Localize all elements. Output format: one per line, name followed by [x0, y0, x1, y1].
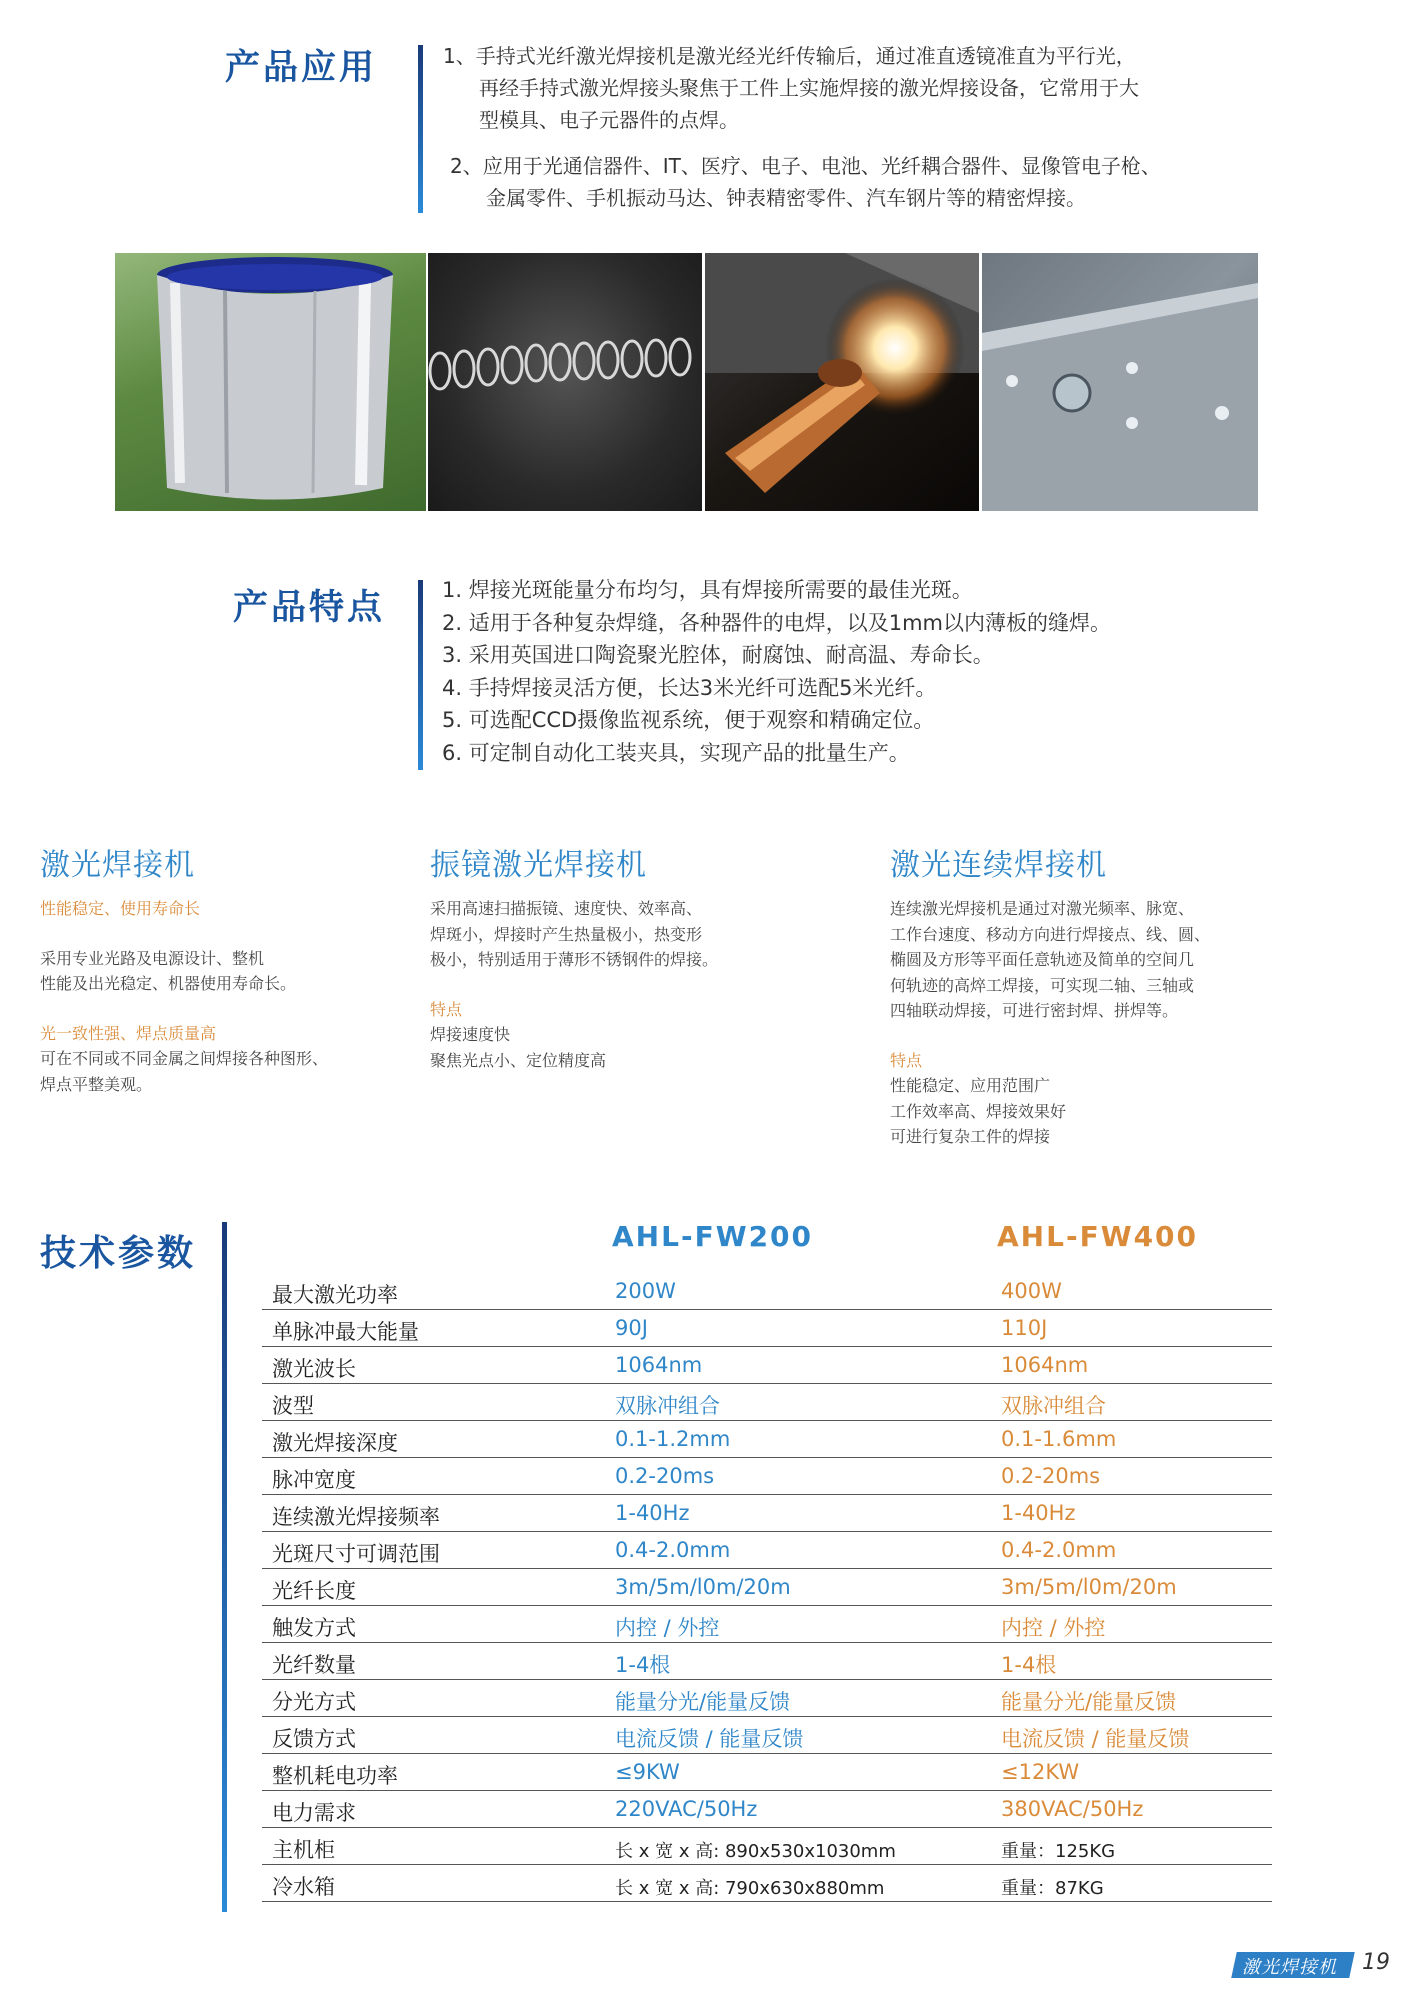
photo-weld-seam: [428, 253, 702, 511]
spec-value-a: 电流反馈 / 能量反馈: [615, 1727, 804, 1751]
spec-value-a: 0.4-2.0mm: [615, 1538, 731, 1562]
spec-label: 脉冲宽度: [272, 1468, 356, 1492]
photo-welded-drum: [115, 253, 426, 511]
spec-row: [262, 1346, 1272, 1384]
spec-label: 连续激光焊接频率: [272, 1505, 440, 1529]
spec-value-b: 1-4根: [1001, 1653, 1057, 1677]
photo-spot-welds: [982, 253, 1258, 511]
application-item-2-line-2: 金属零件、手机振动马达、钟表精密零件、汽车钢片等的精密焊接。: [486, 186, 1086, 210]
spec-label: 激光焊接深度: [272, 1431, 398, 1455]
spec-label: 分光方式: [272, 1690, 356, 1714]
product-column-laser-welder: [40, 840, 420, 1097]
model-a-header: AHL-FW200: [612, 1220, 814, 1253]
footer-label: 激光焊接机: [1242, 1957, 1337, 1978]
galvo-welder-features-label: 特点: [430, 999, 463, 1019]
features-title: 产品特点: [233, 588, 386, 628]
spec-row: [262, 1309, 1272, 1347]
spec-label: 电力需求: [272, 1801, 356, 1825]
application-item-1-line-3: 型模具、电子元器件的点焊。: [479, 108, 739, 132]
product-column-galvo-welder: [430, 840, 830, 1073]
spec-value-b: 1-40Hz: [1001, 1501, 1076, 1525]
galvo-welder-desc-line-3: 极小，特别适用于薄形不锈钢件的焊接。: [430, 950, 719, 969]
continuous-welder-title: 激光连续焊接机: [890, 848, 1107, 883]
continuous-welder-feature-2: 工作效率高、焊接效果好: [890, 1101, 1067, 1121]
specs-title: 技术参数: [40, 1233, 197, 1274]
spec-row: [262, 1716, 1272, 1754]
spec-label: 主机柜: [272, 1838, 335, 1862]
feature-item-3: 3. 采用英国进口陶瓷聚光腔体，耐腐蚀、耐高温、寿命长。: [442, 643, 994, 667]
product-column-continuous-welder: [890, 840, 1310, 1150]
continuous-welder-features-label: 特点: [890, 1050, 923, 1070]
galvo-welder-title: 振镜激光焊接机: [430, 848, 647, 883]
spec-value-b: 1064nm: [1001, 1353, 1089, 1377]
spec-label: 波型: [272, 1394, 314, 1418]
spec-value-b: 重量：87KG: [1001, 1878, 1104, 1899]
continuous-welder-feature-3: 可进行复杂工件的焊接: [890, 1127, 1051, 1146]
spec-value-b: 0.1-1.6mm: [1001, 1427, 1117, 1451]
galvo-welder-feature-2: 聚焦光点小、定位精度高: [430, 1050, 607, 1070]
features-divider: [418, 580, 423, 770]
feature-item-2: 2. 适用于各种复杂焊缝，各种器件的电焊，以及1mm以内薄板的缝焊。: [442, 610, 1111, 635]
spec-row: [262, 1642, 1272, 1680]
spec-label: 光纤数量: [272, 1653, 356, 1677]
galvo-welder-feature-1: 焊接速度快: [430, 1025, 511, 1044]
spec-value-a: 1-4根: [615, 1653, 671, 1677]
spec-value-a: 内控 / 外控: [615, 1616, 720, 1640]
page-number: 19: [1362, 1950, 1390, 1975]
application-item-1-line-1: 1、手持式光纤激光焊接机是激光经光纤传输后，通过准直透镜准直为平行光，: [443, 44, 1136, 68]
continuous-welder-feature-1: 性能稳定、应用范围广: [890, 1076, 1051, 1095]
continuous-welder-desc-line-1: 连续激光焊接机是通过对激光频率、脉宽、: [890, 899, 1195, 918]
continuous-welder-desc: [890, 896, 1310, 1024]
spec-value-a: 220VAC/50Hz: [615, 1797, 758, 1821]
spec-value-a: 200W: [615, 1279, 676, 1303]
continuous-welder-desc-line-3: 椭圆及方形等平面任意轨迹及简单的空间几: [890, 950, 1195, 969]
spec-value-a: 1064nm: [615, 1353, 703, 1377]
continuous-welder-features: [890, 1073, 1310, 1150]
spec-value-b: 能量分光/能量反馈: [1001, 1690, 1177, 1714]
spec-label: 冷水箱: [272, 1875, 335, 1899]
spec-label: 单脉冲最大能量: [272, 1320, 419, 1344]
laser-welder-subtitle-1: 性能稳定、使用寿命长: [40, 899, 201, 918]
application-item-2-line-1: 2、应用于光通信器件、IT、医疗、电子、电池、光纤耦合器件、显像管电子枪、: [450, 154, 1161, 178]
feature-item-6: 6. 可定制自动化工装夹具，实现产品的批量生产。: [442, 740, 910, 765]
laser-welder-subtitle-2: 光一致性强、焊点质量高: [40, 1023, 217, 1043]
spec-row: [262, 1827, 1272, 1865]
laser-welder-desc-2-line-1: 可在不同或不同金属之间焊接各种图形、: [40, 1049, 329, 1068]
spec-row: [262, 1383, 1272, 1421]
spec-value-a: ≤9KW: [615, 1760, 680, 1784]
spec-value-b: 内控 / 外控: [1001, 1616, 1106, 1640]
photo-laser-welding: [705, 253, 979, 511]
spec-row: [262, 1568, 1272, 1606]
continuous-welder-desc-line-2: 工作台速度、移动方向进行焊接点、线、圆、: [890, 924, 1211, 944]
spec-value-b: 重量：125KG: [1001, 1841, 1116, 1862]
spec-row: [262, 1679, 1272, 1717]
spec-value-b: 110J: [1001, 1316, 1048, 1340]
galvo-welder-desc-line-1: 采用高速扫描振镜、速度快、效率高、: [430, 899, 703, 918]
spec-value-b: 0.2-20ms: [1001, 1464, 1101, 1488]
spec-label: 最大激光功率: [272, 1283, 398, 1307]
spec-label: 反馈方式: [272, 1727, 356, 1751]
spec-row: [262, 1605, 1272, 1643]
spec-value-a: 长 x 宽 x 高: 890x530x1030mm: [615, 1841, 896, 1862]
spec-row: [262, 1753, 1272, 1791]
continuous-welder-desc-line-4: 何轨迹的高焠工焊接，可实现二轴、三轴或: [890, 975, 1195, 995]
galvo-welder-features: [430, 1022, 830, 1073]
laser-welder-desc-2-line-2: 焊点平整美观。: [40, 1074, 153, 1094]
spec-label: 光斑尺寸可调范围: [272, 1542, 440, 1566]
spec-value-b: 380VAC/50Hz: [1001, 1797, 1144, 1821]
spec-value-b: 电流反馈 / 能量反馈: [1001, 1727, 1190, 1751]
spec-value-a: 0.2-20ms: [615, 1464, 715, 1488]
spec-value-b: 3m/5m/l0m/20m: [1001, 1575, 1177, 1599]
spec-row: [262, 1457, 1272, 1495]
specs-divider: [222, 1222, 227, 1912]
application-item-1-line-2: 再经手持式激光焊接头聚焦于工件上实施焊接的激光焊接设备，它常用于大: [479, 76, 1139, 100]
model-b-header: AHL-FW400: [997, 1220, 1199, 1253]
laser-welder-desc-2: [40, 1046, 420, 1097]
laser-welder-title: 激光焊接机: [40, 848, 195, 883]
spec-value-b: 双脉冲组合: [1001, 1394, 1106, 1418]
laser-welder-desc-1-line-2: 性能及出光稳定、机器使用寿命长。: [40, 974, 297, 993]
spec-value-b: 400W: [1001, 1279, 1062, 1303]
spec-row: [262, 1494, 1272, 1532]
spec-value-b: ≤12KW: [1001, 1760, 1080, 1784]
spec-value-a: 双脉冲组合: [615, 1394, 720, 1418]
spec-row: [262, 1420, 1272, 1458]
spec-row: [262, 1272, 1272, 1310]
feature-item-5: 5. 可选配CCD摄像监视系统，便于观察和精确定位。: [442, 708, 935, 732]
spec-value-a: 能量分光/能量反馈: [615, 1690, 791, 1714]
spec-label: 触发方式: [272, 1616, 356, 1640]
spec-value-a: 90J: [615, 1316, 648, 1340]
spec-row: [262, 1864, 1272, 1902]
feature-item-4: 4. 手持焊接灵活方便，长达3米光纤可选配5米光纤。: [442, 675, 937, 700]
spec-value-a: 3m/5m/l0m/20m: [615, 1575, 791, 1599]
spec-row: [262, 1531, 1272, 1569]
spec-label: 激光波长: [272, 1357, 356, 1381]
galvo-welder-desc: [430, 896, 830, 973]
feature-item-1: 1. 焊接光斑能量分布均匀，具有焊接所需要的最佳光斑。: [442, 578, 973, 602]
spec-value-a: 0.1-1.2mm: [615, 1427, 731, 1451]
continuous-welder-desc-line-5: 四轴联动焊接，可进行密封焊、拼焊等。: [890, 1001, 1179, 1020]
spec-value-a: 1-40Hz: [615, 1501, 690, 1525]
spec-row: [262, 1790, 1272, 1828]
laser-welder-desc-1-line-1: 采用专业光路及电源设计、整机: [40, 948, 265, 968]
laser-welder-desc-1: [40, 946, 420, 997]
application-title: 产品应用: [225, 48, 378, 88]
features-list: [442, 574, 1111, 769]
application-list-2: [450, 150, 1161, 214]
spec-label: 光纤长度: [272, 1579, 356, 1603]
spec-value-b: 0.4-2.0mm: [1001, 1538, 1117, 1562]
spec-label: 整机耗电功率: [272, 1764, 398, 1788]
galvo-welder-desc-line-2: 焊斑小，焊接时产生热量极小，热变形: [430, 924, 703, 944]
spec-value-a: 长 x 宽 x 高: 790x630x880mm: [615, 1878, 885, 1899]
application-list: [443, 40, 1139, 136]
application-divider: [418, 45, 423, 213]
